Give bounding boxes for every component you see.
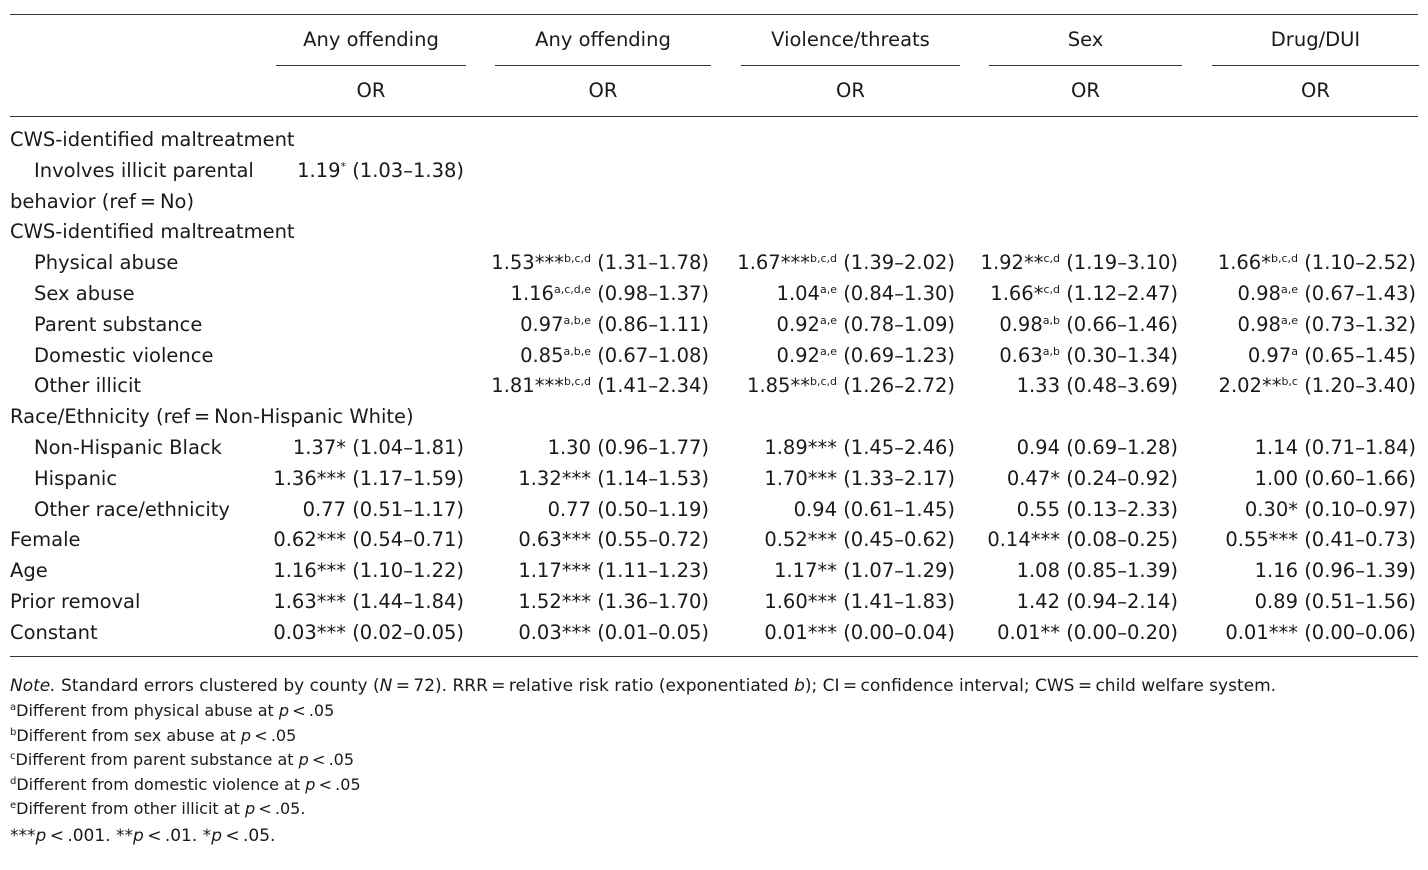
column-header: Any offending [535,28,671,51]
row-label: Sex abuse [34,282,135,305]
odds-ratio-value: 0.94 [793,497,837,521]
confidence-interval: (0.55–0.72) [597,528,709,552]
table-cell [1255,590,1416,614]
odds-ratio-value: 1.16 [1254,559,1298,583]
confidence-interval: (1.39–2.02) [843,251,955,275]
table-cell [273,621,464,645]
table-cell [997,621,1178,645]
footnote [10,726,296,749]
row-label: Domestic violence [34,343,214,367]
significance-superscript: b,c,d [563,375,591,389]
confidence-interval: (1.33–2.17) [843,466,955,490]
odds-ratio-value: 0.98 [1237,282,1281,305]
note-text: ); CI = confidence interval; CWS = child welfare system. [804,676,1277,696]
table-cell [981,251,1178,278]
table-cell [1218,251,1416,278]
significance-superscript: b,c,d [1270,252,1298,266]
significance-part: p [35,826,47,846]
significance-superscript: a,b,e [563,344,591,358]
significance-superscript: b,c,d [563,252,591,266]
table-cell [297,159,464,186]
table-cell [520,344,709,371]
significance-part: p [133,826,144,846]
bottom-rule [10,656,1418,657]
table-cell [1238,313,1416,340]
odds-ratio-value: 1.37* [292,436,346,459]
column-subheader: OR [356,79,386,102]
confidence-interval: (1.14–1.53) [597,466,709,490]
significance-part: < .01. * [143,826,212,846]
table-cell [764,436,955,460]
confidence-interval: (1.11–1.23) [597,559,709,583]
odds-ratio-value: 0.01*** [764,620,837,644]
footnote-tail: < .05 [315,774,361,794]
table-cell [1007,467,1178,491]
significance-superscript: a,b [1042,344,1060,358]
table-cell [273,467,464,491]
confidence-interval: (0.50–1.19) [597,497,709,521]
significance-superscript: a,b,e [563,313,591,327]
row-label: Prior removal [10,590,141,613]
row-label: Non-Hispanic Black [34,436,222,459]
odds-ratio-value: 1.30 [547,436,591,459]
odds-ratio-value: 1.85** [747,374,810,398]
confidence-interval: (0.94–2.14) [1066,590,1178,613]
note-n: N [379,676,393,696]
footnote-mark: b [10,726,17,738]
odds-ratio-value: 0.63*** [518,528,591,552]
footnote-text: Different from parent substance at [15,750,299,770]
confidence-interval: (0.00–0.04) [843,620,955,644]
odds-ratio-value: 1.32*** [518,466,591,490]
confidence-interval: (0.08–0.25) [1066,528,1178,552]
significance-superscript: a,b [1042,313,1060,327]
confidence-interval: (0.67–1.43) [1304,282,1416,305]
table-cell [518,528,709,552]
significance-superscript: a,e [1280,283,1298,296]
significance-superscript: b,c,d [809,252,837,266]
table-cell [764,528,955,552]
significance-superscript: a,e [819,283,837,296]
table-cell [990,282,1178,309]
table-cell [764,621,955,645]
table-cell [1017,436,1178,460]
odds-ratio-value: 1.19 [297,158,341,182]
footnote-text: Different from physical abuse at [16,701,279,720]
row-label: Race/Ethnicity (ref = Non-Hispanic White) [10,405,414,429]
confidence-interval: (1.10–2.52) [1304,251,1416,275]
table-cell [1248,344,1416,371]
odds-ratio-value: 0.55*** [1225,528,1298,552]
confidence-interval: (0.00–0.06) [1304,620,1416,644]
confidence-interval: (0.10–0.97) [1304,497,1416,521]
confidence-interval: (0.98–1.37) [597,282,709,305]
odds-ratio-value: 1.42 [1016,590,1060,613]
table-cell [511,282,709,309]
footnote [10,775,361,798]
odds-ratio-value: 1.92** [980,251,1044,275]
confidence-interval: (0.84–1.30) [843,282,955,305]
confidence-interval: (0.00–0.20) [1066,620,1178,644]
table-cell [1017,590,1178,614]
confidence-interval: (0.51–1.56) [1304,590,1416,613]
odds-ratio-value: 1.00 [1254,466,1298,490]
significance-superscript: c,d [1043,252,1060,266]
significance-superscript: * [340,159,346,173]
table-cell [777,282,955,309]
odds-ratio-value: 0.47* [1006,466,1060,490]
odds-ratio-value: 0.52*** [764,528,837,552]
odds-ratio-value: 0.98 [1237,312,1281,336]
confidence-interval: (0.65–1.45) [1304,343,1416,367]
table-cell [518,590,709,614]
footnote [10,750,354,773]
odds-ratio-value: 1.66* [1217,251,1271,275]
column-header-underline [741,65,960,66]
row-label: Constant [10,620,98,644]
odds-ratio-value: 1.16*** [273,559,346,583]
odds-ratio-value: 0.03*** [273,620,346,644]
table-cell [491,251,709,278]
table-cell [518,559,709,583]
confidence-interval: (0.45–0.62) [843,528,955,552]
confidence-interval: (0.02–0.05) [352,620,464,644]
confidence-interval: (0.73–1.32) [1304,312,1416,336]
table-cell [1017,374,1178,398]
table-cell [774,559,955,583]
column-header: Sex [1067,28,1104,51]
confidence-interval: (1.31–1.78) [597,251,709,275]
table-cell [747,374,955,401]
significance-superscript: b,c,d [809,375,837,389]
column-header-underline [495,65,711,66]
column-header-underline [276,65,466,66]
odds-ratio-value: 0.92 [776,312,820,336]
footnote-mark: e [10,800,17,812]
confidence-interval: (0.78–1.09) [843,312,955,336]
confidence-interval: (0.85–1.39) [1066,559,1178,583]
odds-ratio-value: 0.63 [999,343,1043,367]
confidence-interval: (1.36–1.70) [597,590,709,613]
note-text: = 72). RRR = relative risk ratio (exponentiated [392,676,795,696]
column-header-underline [989,65,1182,66]
note-line [10,676,1276,696]
table-cell [987,528,1178,552]
significance-superscript: c,d [1043,283,1060,296]
column-header: Any offending [303,28,439,51]
footnote-p: p [278,701,290,720]
confidence-interval: (1.12–2.47) [1066,282,1178,305]
significance-superscript: a,e [819,313,837,327]
confidence-interval: (0.30–1.34) [1066,343,1178,367]
odds-ratio-value: 1.70*** [764,466,837,490]
column-header: Violence/threats [771,28,930,51]
odds-ratio-value: 0.85 [520,343,564,367]
confidence-interval: (0.69–1.23) [843,343,955,367]
odds-ratio-value: 0.94 [1016,436,1060,459]
odds-ratio-value: 1.89*** [764,436,837,459]
significance-superscript: a,c,d,e [553,283,591,296]
row-label: Age [10,559,48,583]
odds-ratio-value: 1.66* [990,282,1044,305]
table-cell [1225,528,1416,552]
table-cell [777,313,955,340]
odds-ratio-value: 0.14*** [987,528,1060,552]
confidence-interval: (1.41–1.83) [843,590,955,613]
confidence-interval: (1.07–1.29) [843,559,955,583]
confidence-interval: (1.10–1.22) [352,559,464,583]
table-cell [1255,436,1416,460]
row-label: Female [10,528,81,552]
significance-part: < .001. ** [46,826,133,846]
table-cell [1238,282,1416,309]
confidence-interval: (0.67–1.08) [597,343,709,367]
odds-ratio-value: 0.01*** [1225,620,1298,644]
table-cell [777,344,955,371]
significance-superscript: a,e [819,344,837,358]
footnote-mark: c [10,751,16,763]
footnote-p: p [305,774,316,794]
row-label: Other race/ethnicity [34,497,230,521]
odds-ratio-value: 1.53*** [491,251,564,275]
table-cell [518,467,709,491]
odds-ratio-value: 0.55 [1016,497,1060,521]
significance-legend [10,826,275,846]
note-text: Standard errors clustered by county ( [55,676,380,696]
odds-ratio-value: 1.63*** [273,590,346,613]
note-label: Note. [10,676,56,696]
row-label: Hispanic [34,466,118,490]
table-cell [1017,498,1178,522]
significance-part: *** [10,826,36,846]
confidence-interval: (0.41–0.73) [1304,528,1416,552]
confidence-interval: (0.96–1.39) [1304,559,1416,583]
table-cell [1245,498,1416,522]
odds-ratio-value: 1.33 [1016,374,1060,398]
column-subheader: OR [1301,79,1330,102]
confidence-interval: (1.17–1.59) [352,466,464,490]
confidence-interval: (1.20–3.40) [1304,374,1416,398]
odds-ratio-value: 0.97 [520,312,564,336]
odds-ratio-value: 1.16 [510,282,554,305]
odds-ratio-value: 0.30* [1244,497,1298,521]
footnote-p: p [244,799,256,819]
odds-ratio-value: 1.67*** [737,251,810,275]
odds-ratio-value: 1.60*** [764,590,837,613]
confidence-interval: (0.71–1.84) [1304,436,1416,459]
table-cell [273,590,464,614]
footnote [10,799,305,822]
odds-ratio-value: 1.81*** [491,374,564,398]
confidence-interval: (0.61–1.45) [843,497,955,521]
footnote-mark: a [10,702,17,713]
table-cell [273,528,464,552]
table-cell [999,344,1178,371]
table-cell [293,436,464,460]
table-cell [273,559,464,583]
table-cell [764,467,955,491]
confidence-interval: (0.96–1.77) [597,436,709,459]
table-cell [764,590,955,614]
table-cell [548,436,709,460]
footnote-tail: < .05 [251,725,297,745]
table-cell [1225,621,1416,645]
odds-ratio-value: 2.02** [1218,374,1282,398]
odds-ratio-value: 1.52*** [518,590,591,613]
significance-superscript: b,c [1281,375,1298,389]
row-label: behavior (ref = No) [10,189,195,213]
confidence-interval: (0.60–1.66) [1304,466,1416,490]
confidence-interval: (1.04–1.81) [352,436,464,459]
table-cell [737,251,955,278]
confidence-interval: (0.51–1.17) [352,497,464,521]
significance-superscript: a,e [1280,313,1298,327]
footnote-tail: < .05 [308,750,355,770]
column-subheader: OR [836,79,865,102]
table-cell [303,498,464,522]
odds-ratio-value: 0.98 [999,312,1043,336]
odds-ratio-value: 1.36*** [273,466,346,490]
footnote-mark: d [10,775,17,787]
row-label: Involves illicit parental [34,158,254,182]
confidence-interval: (1.41–2.34) [597,374,709,398]
top-rule [10,14,1418,15]
confidence-interval: (0.48–3.69) [1066,374,1178,398]
odds-ratio-value: 0.62*** [273,528,346,552]
odds-ratio-value: 0.77 [547,497,591,521]
table-cell [1219,374,1416,401]
confidence-interval: (1.03–1.38) [352,158,464,182]
footnote-p: p [298,750,309,770]
table-cell [1255,559,1416,583]
footnote-p: p [240,725,252,745]
confidence-interval: (0.13–2.33) [1066,497,1178,521]
significance-superscript: a [1291,344,1298,358]
table-cell [1255,467,1416,491]
odds-ratio-value: 0.97 [1247,343,1292,367]
odds-ratio-value: 0.01** [997,620,1060,644]
footnote-tail: < .05 [289,701,335,720]
footnote-tail: < .05. [255,799,306,819]
confidence-interval: (0.86–1.11) [597,312,709,336]
confidence-interval: (1.45–2.46) [843,436,955,459]
table-cell [491,374,709,401]
column-subheader: OR [588,79,618,102]
footnote-text: Different from domestic violence at [16,774,306,794]
column-subheader: OR [1071,79,1100,102]
significance-part: < .05. [221,826,276,846]
footnote-text: Different from other illicit at [16,799,245,819]
row-label: CWS-identified maltreatment [10,220,295,244]
table-cell [548,498,709,522]
confidence-interval: (0.01–0.05) [597,620,709,644]
odds-ratio-value: 1.17*** [518,559,591,583]
row-label: Parent substance [34,312,203,336]
header-rule [10,116,1418,117]
row-label: Other illicit [34,374,142,398]
note-b: b [794,676,805,696]
confidence-interval: (0.24–0.92) [1066,466,1178,490]
odds-ratio-value: 1.04 [776,282,820,305]
row-label: CWS-identified maltreatment [10,128,295,151]
odds-ratio-value: 0.89 [1254,590,1298,613]
odds-ratio-value: 1.08 [1016,559,1060,583]
confidence-interval: (1.44–1.84) [352,590,464,613]
odds-ratio-value: 0.77 [302,497,346,521]
table-cell [520,313,709,340]
footnote [10,701,334,724]
confidence-interval: (1.19–3.10) [1066,251,1178,275]
confidence-interval: (0.54–0.71) [352,528,464,552]
confidence-interval: (1.26–2.72) [843,374,955,398]
column-header-underline [1212,65,1419,66]
odds-ratio-value: 1.17** [774,559,837,583]
confidence-interval: (0.69–1.28) [1066,436,1178,459]
table-cell [1017,559,1178,583]
row-label: Physical abuse [34,251,179,275]
odds-ratio-value: 0.03*** [518,620,591,644]
table-cell [999,313,1178,340]
significance-part: p [211,826,222,846]
column-header: Drug/DUI [1270,28,1361,51]
footnote-text: Different from sex abuse at [16,725,241,745]
odds-ratio-value: 0.92 [776,343,820,367]
table-cell [794,498,955,522]
table-cell [518,621,709,645]
odds-ratio-value: 1.14 [1254,436,1298,459]
confidence-interval: (0.66–1.46) [1066,312,1178,336]
